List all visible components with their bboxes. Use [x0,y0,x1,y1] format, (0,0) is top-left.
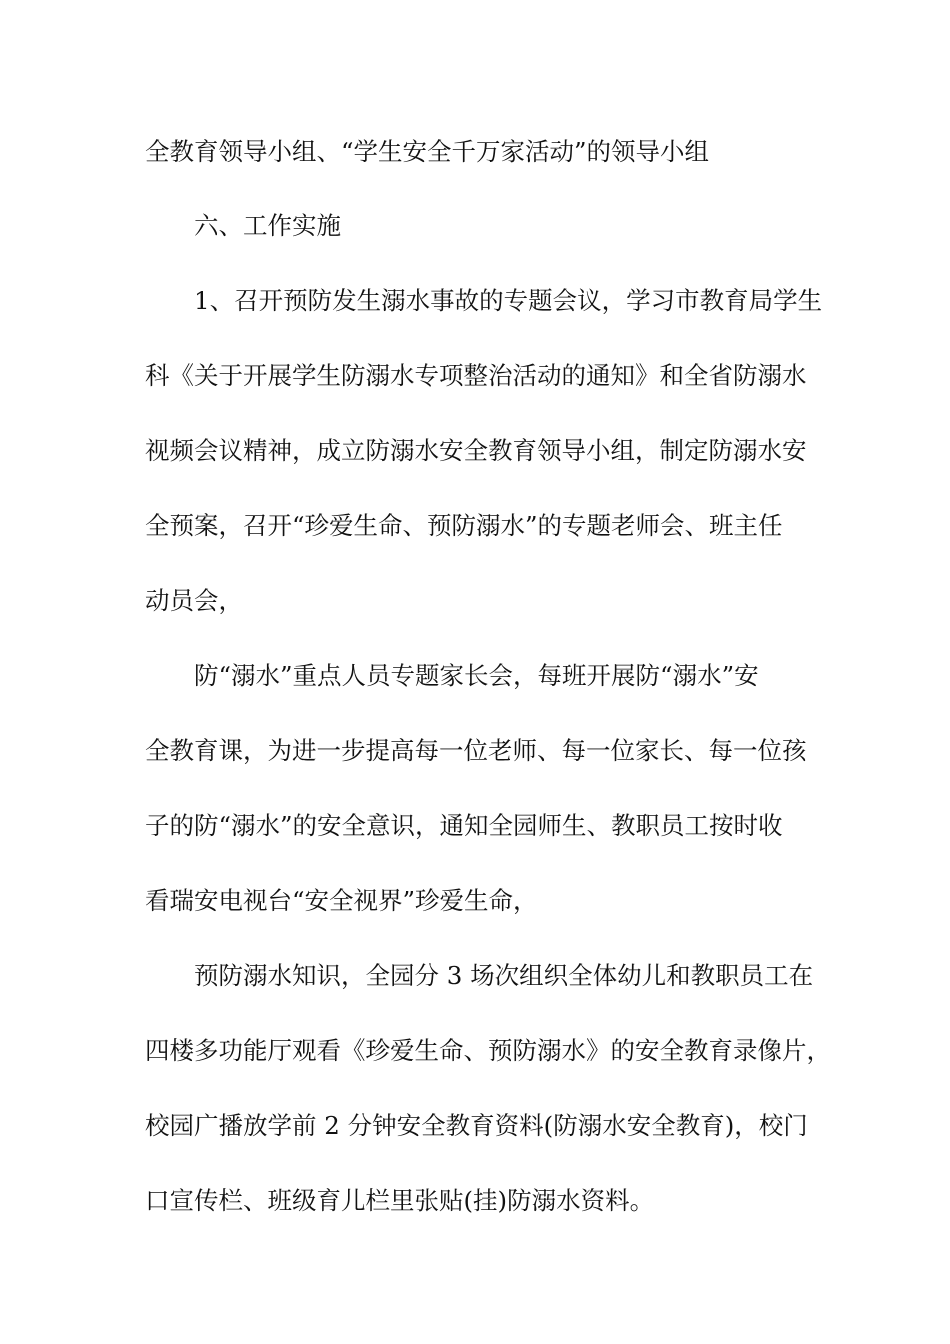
text-line: 全预案，召开“珍爱生命、预防溺水”的专题老师会、班主任 [145,511,783,540]
text-line: 四楼多功能厅观看《珍爱生命、预防溺水》的安全教育录像片， [145,1036,831,1065]
text-line: 全教育领导小组、“学生安全千万家活动”的领导小组 [145,137,710,166]
text-line: 动员会， [145,586,243,615]
text-line: 视频会议精神，成立防溺水安全教育领导小组，制定防溺水安 [145,436,807,465]
text-line: 全教育课，为进一步提高每一位老师、每一位家长、每一位孩 [145,736,807,765]
text-line: 科《关于开展学生防溺水专项整治活动的通知》和全省防溺水 [145,361,807,390]
section-heading: 六、工作实施 [194,211,341,240]
text-line: 预防溺水知识，全园分 3 场次组织全体幼儿和教职员工在 [194,961,814,990]
text-line: 子的防“溺水”的安全意识，通知全园师生、教职员工按时收 [145,811,783,840]
text-line: 看瑞安电视台“安全视界”珍爱生命， [145,886,538,915]
text-line: 1、召开预防发生溺水事故的专题会议，学习市教育局学生 [194,286,823,315]
text-line: 防“溺水”重点人员专题家长会，每班开展防“溺水”安 [194,661,759,690]
text-line: 口宣传栏、班级育儿栏里张贴(挂)防溺水资料。 [145,1186,655,1215]
text-line: 校园广播放学前 2 分钟安全教育资料(防溺水安全教育)，校门 [145,1111,808,1140]
